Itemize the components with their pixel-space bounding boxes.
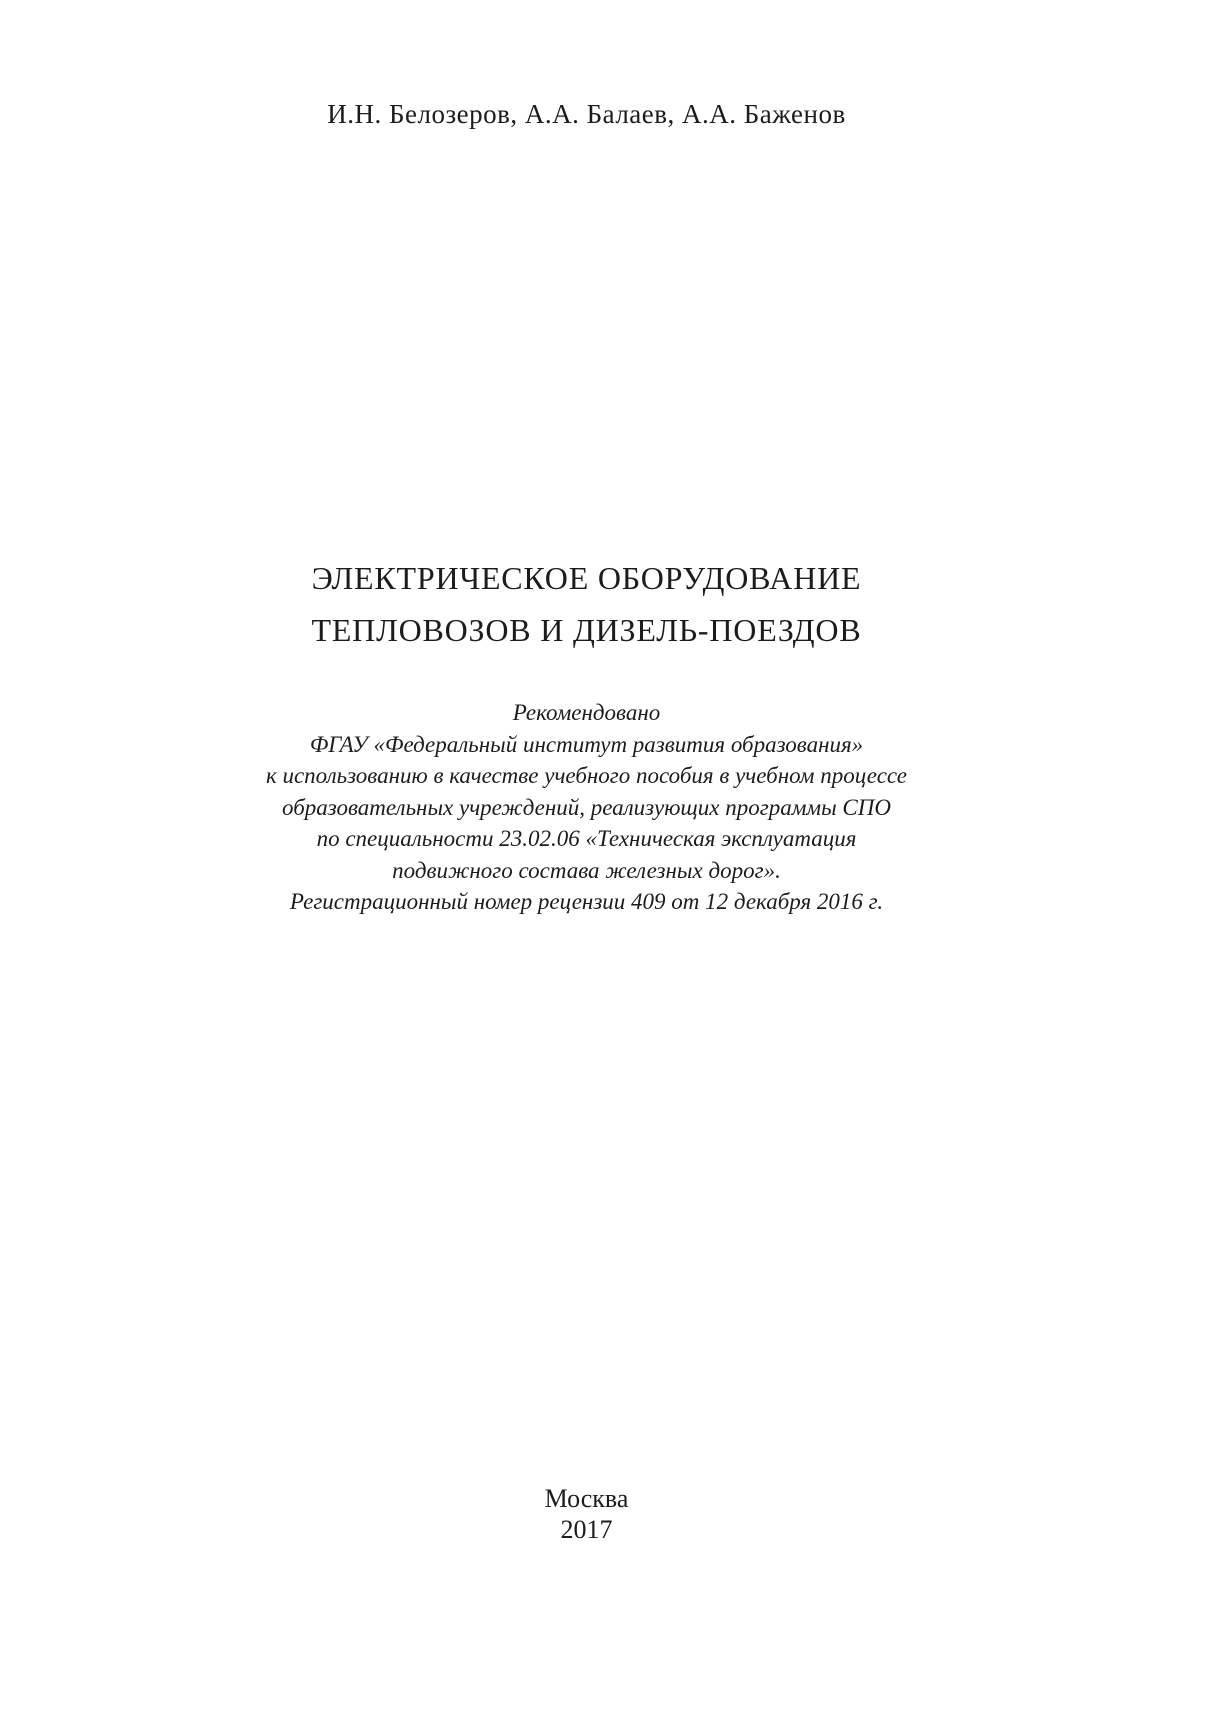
- authors-line: И.Н. Белозеров, А.А. Балаев, А.А. Баженов: [327, 99, 846, 129]
- book-title-line-2: ТЕПЛОВОЗОВ И ДИЗЕЛЬ-ПОЕЗДОВ: [311, 612, 862, 648]
- book-title: [0, 552, 1173, 656]
- recommendation-line: подвижного состава железных дорог».: [392, 857, 781, 883]
- imprint-year: 2017: [560, 1515, 613, 1544]
- recommendation-line: по специальности 23.02.06 «Техническая эксплуатация: [316, 826, 857, 851]
- recommendation-line: Регистрационный номер рецензии 409 от 12 декабря 2016 г.: [289, 889, 884, 914]
- book-title-line-1: ЭЛЕКТРИЧЕСКОЕ ОБОРУДОВАНИЕ: [311, 560, 862, 596]
- recommendation-block: [0, 697, 1173, 918]
- recommendation-line: Рекомендовано: [512, 700, 661, 725]
- recommendation-line: к использованию в качестве учебного пособия в учебном процессе: [265, 763, 908, 788]
- recommendation-line: ФГАУ «Федеральный институт развития образования»: [309, 731, 864, 757]
- recommendation-line: образовательных учреждений, реализующих программы СПО: [282, 794, 891, 820]
- imprint-city: Москва: [544, 1484, 629, 1513]
- imprint-block: [0, 1483, 1173, 1545]
